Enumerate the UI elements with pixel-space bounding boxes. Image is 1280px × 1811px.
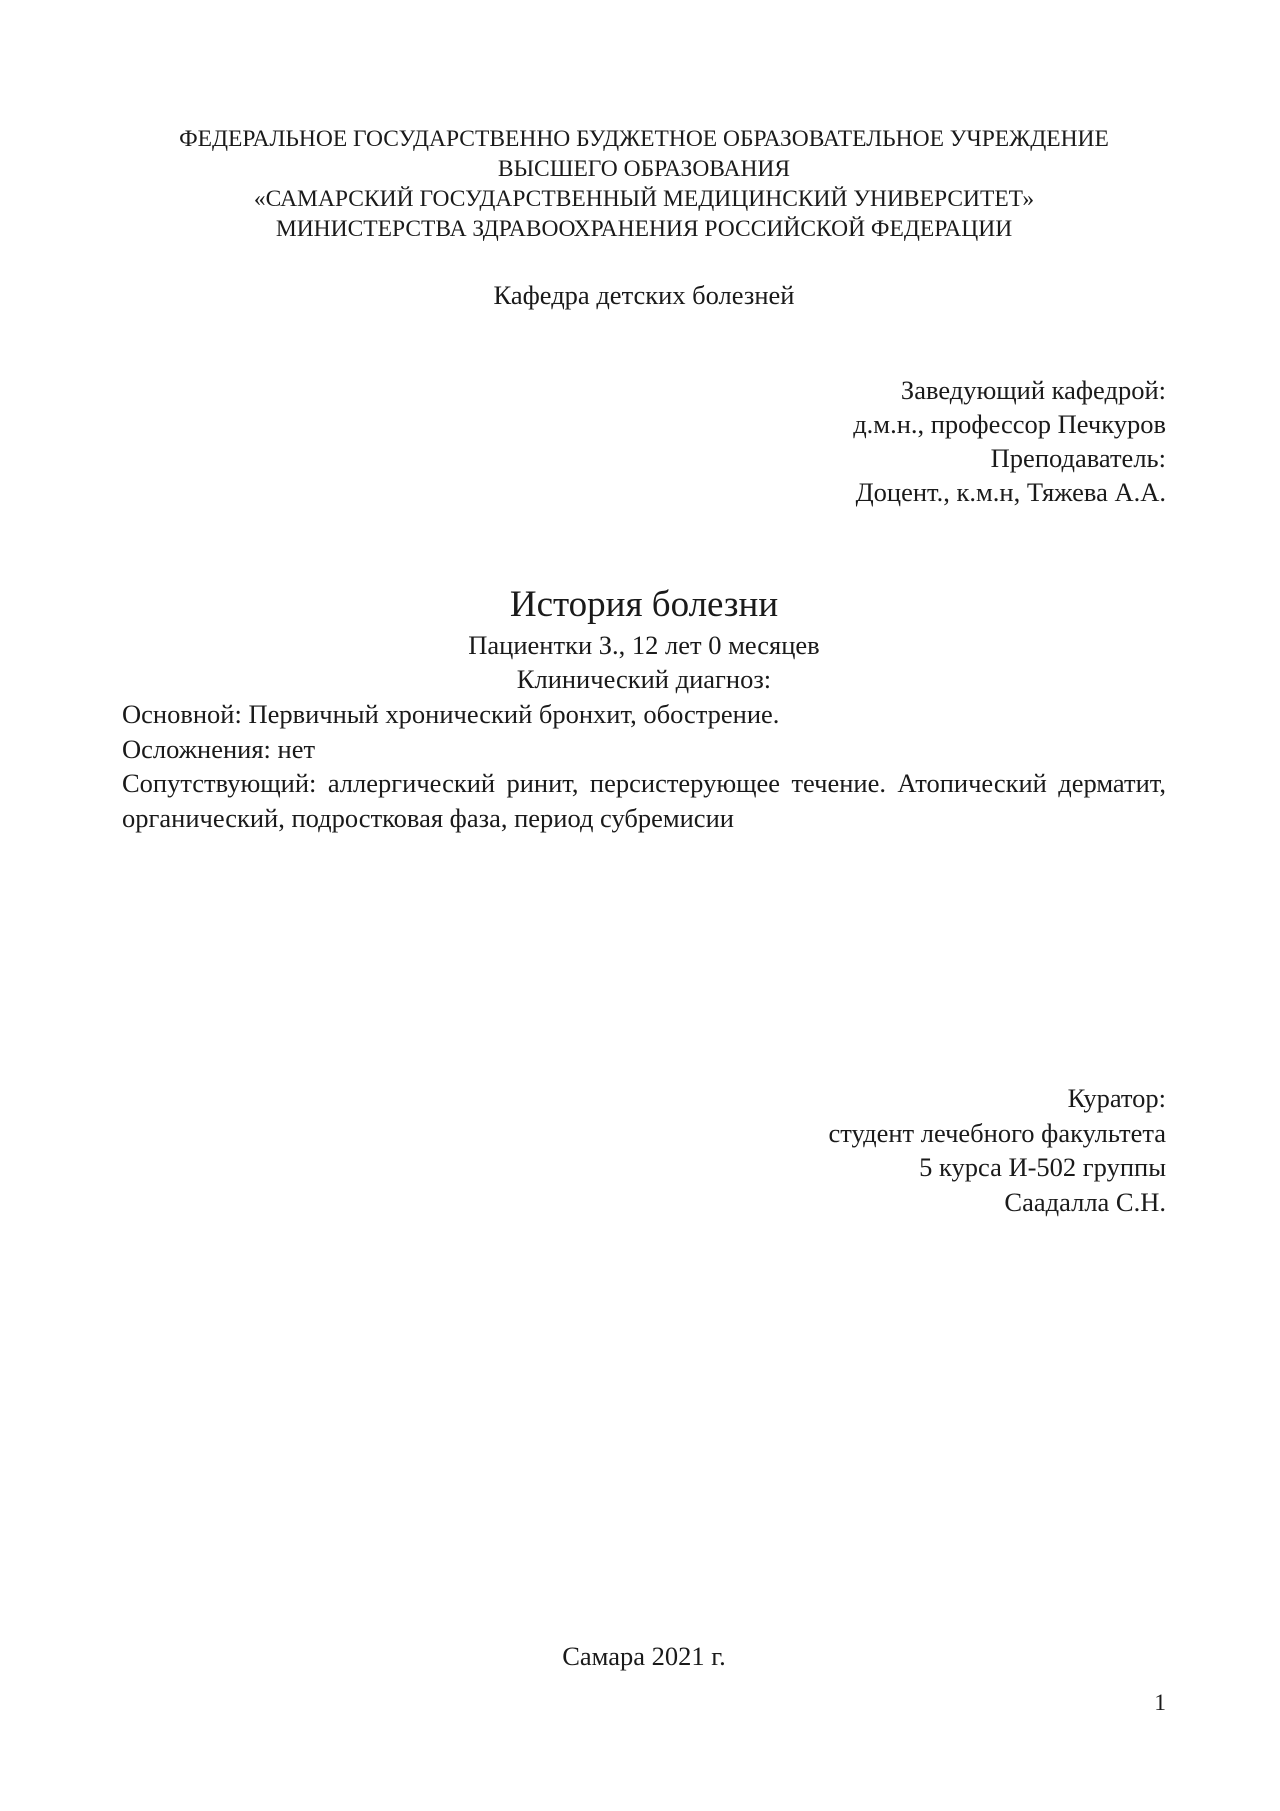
document-title bbox=[100, 583, 1188, 627]
diagnosis-main: Основной: Первичный хронический бронхит, обострение. bbox=[122, 699, 780, 729]
department-name bbox=[100, 278, 1188, 312]
title-text: История болезни bbox=[509, 584, 779, 625]
city-year-text: Самара 2021 г. bbox=[562, 1641, 726, 1671]
department-text: Кафедра детских болезней bbox=[493, 280, 795, 310]
head-name: д.м.н., профессор Печкуров bbox=[853, 409, 1166, 439]
page-number bbox=[1100, 1688, 1166, 1718]
staff-block bbox=[600, 373, 1166, 509]
diagnosis-heading: Клинический диагноз: bbox=[516, 664, 772, 694]
patient-text: Пациентки З., 12 лет 0 месяцев bbox=[468, 630, 820, 660]
curator-name: Саадалла С.Н. bbox=[1004, 1186, 1166, 1217]
patient-block bbox=[100, 628, 1188, 696]
curator-block bbox=[600, 1081, 1166, 1219]
diagnosis-concomitant: Сопутствующий: аллергический ринит, персистерующее течение. Атопический дерматит, органический, подростковая фаза, период субремисии bbox=[122, 768, 1166, 833]
institution-line: ВЫСШЕГО ОБРАЗОВАНИЯ bbox=[497, 156, 791, 182]
head-label: Заведующий кафедрой: bbox=[900, 375, 1166, 405]
page-number-text: 1 bbox=[1154, 1690, 1166, 1716]
teacher-label: Преподаватель: bbox=[990, 443, 1166, 473]
curator-label: Куратор: bbox=[1067, 1083, 1166, 1113]
curator-line1: студент лечебного факультета bbox=[828, 1117, 1166, 1148]
institution-header bbox=[100, 124, 1188, 244]
curator-line2: 5 курса И-502 группы bbox=[919, 1152, 1166, 1182]
diagnosis-complications: Осложнения: нет bbox=[122, 733, 316, 764]
institution-line: «САМАРСКИЙ ГОСУДАРСТВЕННЫЙ МЕДИЦИНСКИЙ УНИВЕРСИТЕТ» bbox=[253, 186, 1035, 212]
diagnosis-block bbox=[122, 697, 1166, 835]
institution-line: ФЕДЕРАЛЬНОЕ ГОСУДАРСТВЕННО БУДЖЕТНОЕ ОБРАЗОВАТЕЛЬНОЕ УЧРЕЖДЕНИЕ bbox=[179, 126, 1109, 152]
city-year bbox=[100, 1639, 1188, 1673]
institution-line: МИНИСТЕРСТВА ЗДРАВООХРАНЕНИЯ РОССИЙСКОЙ ФЕДЕРАЦИИ bbox=[275, 216, 1013, 242]
teacher-name: Доцент., к.м.н, Тяжева А.А. bbox=[855, 477, 1166, 507]
